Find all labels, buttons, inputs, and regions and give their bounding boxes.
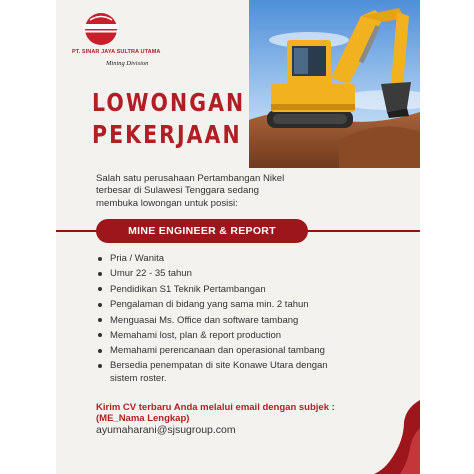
job-poster xyxy=(56,0,420,474)
title-line-2: PEKERJAAN xyxy=(92,120,242,149)
position-title: MINE ENGINEER & REPORT xyxy=(128,225,276,237)
company-logo xyxy=(72,9,168,67)
logo-emblem-icon xyxy=(81,9,121,49)
excavator-photo xyxy=(249,0,420,168)
title-line-1: LOWONGAN xyxy=(92,88,246,117)
list-item: Bersedia penempatan di site Konawe Utara dengan sistem roster. xyxy=(96,359,346,387)
corner-decoration-icon xyxy=(374,400,420,474)
position-pill xyxy=(96,219,308,243)
list-item: Pria / Wanita xyxy=(96,251,396,266)
list-item: Memahami perencanaan dan operasional tambang xyxy=(96,343,396,358)
requirements-list xyxy=(96,251,396,387)
apply-instructions: Kirim CV terbaru Anda melalui email dengan subjek : (ME_Nama Lengkap) xyxy=(96,402,335,425)
list-item: Pendidikan S1 Teknik Pertambangan xyxy=(96,282,396,297)
list-item: Umur 22 - 35 tahun xyxy=(96,266,396,281)
contact-email[interactable]: ayumaharani@sjsugroup.com xyxy=(96,424,236,436)
list-item: Memahami lost, plan & report production xyxy=(96,328,396,343)
intro-text: Salah satu perusahaan Pertambangan Nikel terbesar di Sulawesi Tenggara sedang membuka lowongan untuk posisi: xyxy=(96,173,285,209)
list-item: Menguasai Ms. Office dan software tambang xyxy=(96,313,396,328)
position-band xyxy=(56,219,420,243)
company-tagline: Mining Division xyxy=(106,60,149,67)
company-name: PT. SINAR JAYA SULTRA UTAMA xyxy=(72,49,161,55)
list-item: Pengalaman di bidang yang sama min. 2 tahun xyxy=(96,297,396,312)
